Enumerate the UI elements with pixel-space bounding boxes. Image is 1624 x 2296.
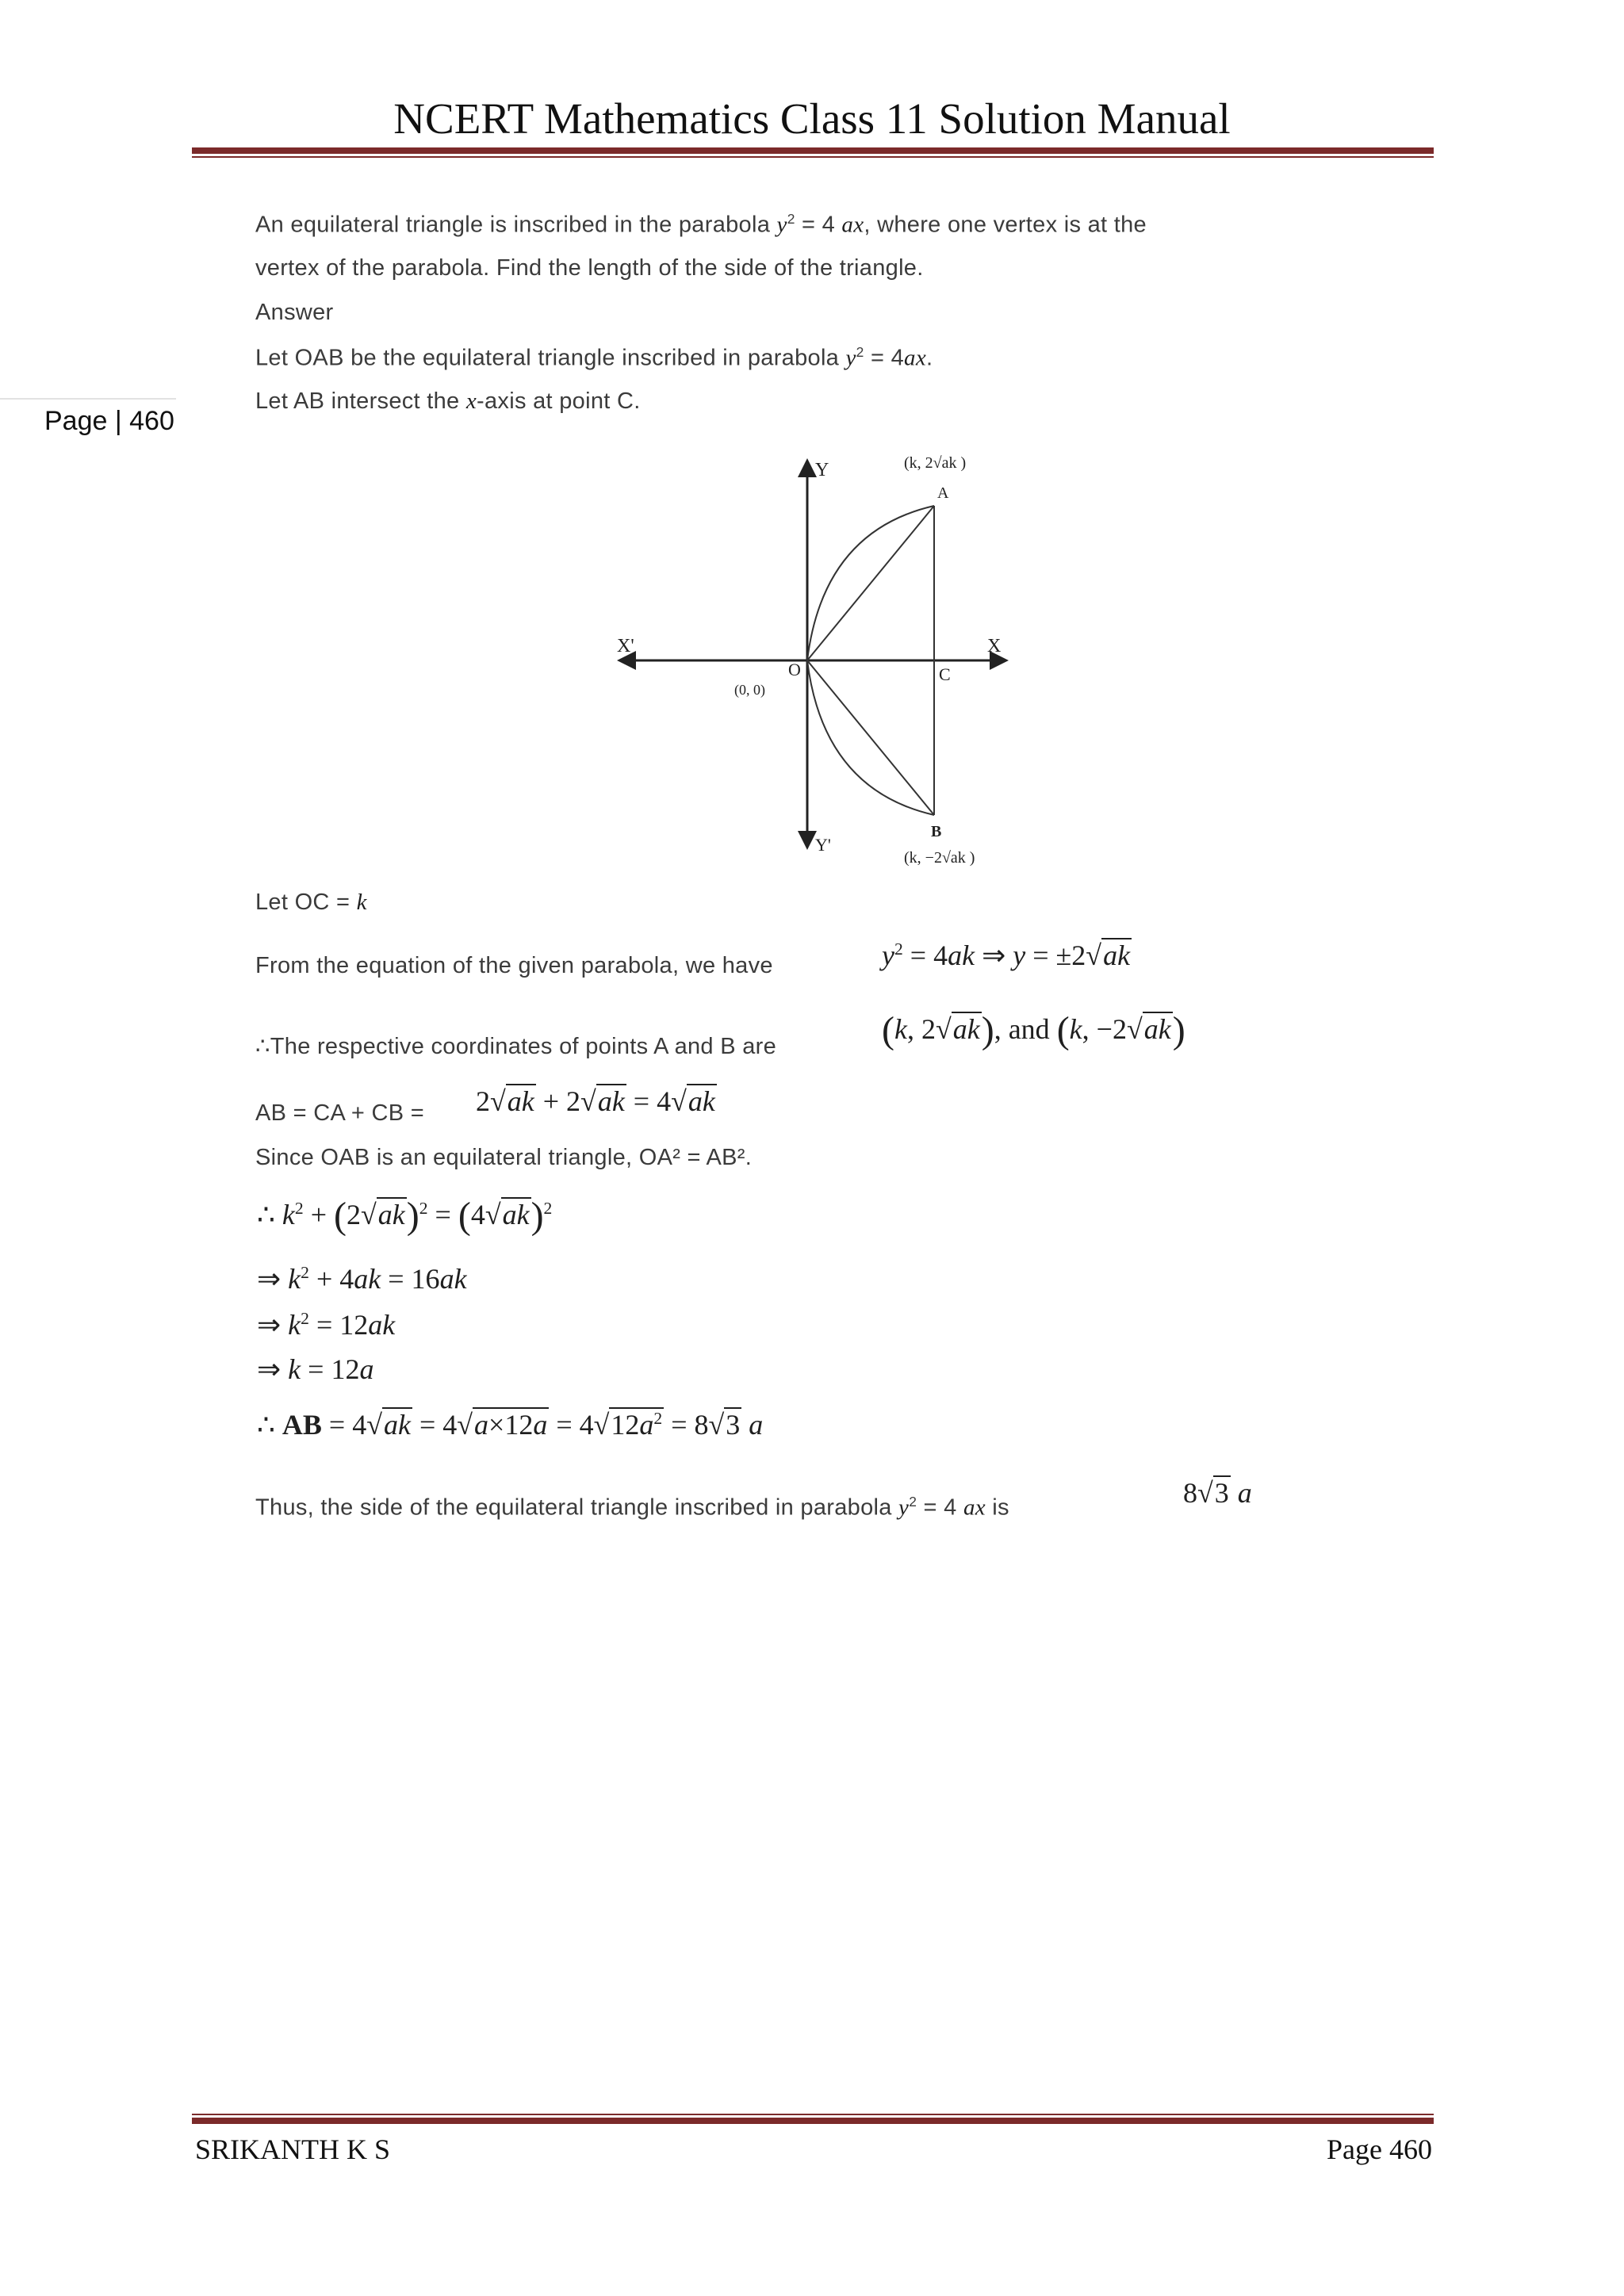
equation-step-4: ⇒ k = 12a (257, 1353, 374, 1385)
solution-line-ab-sum: AB = CA + CB = (255, 1100, 424, 1126)
equation-step-5: ∴ AB = $4√ak = 4√a\times 12a = 4√12a^2 = 8√3$ a (257, 1409, 764, 1441)
label-x-prime: X' (617, 636, 634, 656)
solution-line-coords: ∴The respective coordinates of points A and B are (255, 1034, 777, 1059)
solution-line-from-eq: From the equation of the given parabola, we have (255, 953, 773, 978)
equation-step-1: ∴ $k^2 + (2√ak)^2 = (4√ak)^2$ (257, 1195, 553, 1237)
triangle-side-ob (807, 660, 934, 815)
label-o: O (788, 660, 801, 679)
solution-line-let-oab: Let OAB be the equilateral triangle inscribed in parabola $y^2 = 4ax$. (255, 344, 933, 371)
parabola-triangle-diagram (611, 444, 1023, 888)
equation-coordinates: (k, 2√ak), and (k, −2√ak) (882, 1009, 1185, 1051)
label-b: B (931, 823, 942, 840)
question-line-2: vertex of the parabola. Find the length of the side of the triangle. (255, 255, 924, 281)
footer-page-number: Page 460 (1327, 2133, 1432, 2165)
side-divider (0, 398, 176, 400)
equation-step-2: ⇒ $k^2 + 4ak = 16ak$ (257, 1263, 467, 1295)
label-x: X (987, 636, 1002, 656)
equation-final-answer: 8√3 a (1183, 1477, 1252, 1509)
solution-line-let-ab: Let AB intersect the x-axis at point C. (255, 388, 641, 414)
side-page-number: Page | 460 (44, 406, 174, 436)
page-header-title: NCERT Mathematics Class 11 Solution Manual (393, 94, 1231, 143)
answer-label: Answer (255, 300, 334, 325)
label-y-prime: Y' (815, 835, 831, 855)
equation-step-3: ⇒ $k^2 = 12ak$ (257, 1309, 396, 1341)
label-origin: (0, 0) (734, 682, 765, 698)
solution-line-let-oc: Let OC = k (255, 890, 367, 915)
triangle-side-oa (807, 506, 934, 660)
question-line-1: An equilateral triangle is inscribed in the parabola $y^2 = 4$ ax, where one vertex is at the (255, 211, 1147, 238)
solution-line-since-oab: Since OAB is an equilateral triangle, OA² = AB². (255, 1145, 753, 1170)
label-b-coordinates: (k, −2√ak ) (904, 849, 975, 867)
equation-ab-sum: 2√ak + 2√ak = 4√ak (476, 1085, 715, 1117)
label-a-coordinates: (k, 2√ak ) (904, 454, 967, 472)
footer-author: SRIKANTH K S (195, 2133, 391, 2165)
header-rule (192, 147, 1434, 158)
solution-line-thus: Thus, the side of the equilateral triangle inscribed in parabola $y^2 = 4$ ax is (255, 1494, 1009, 1521)
label-c: C (939, 664, 951, 684)
equation-parabola-at-k: $y^2 = 4ak$ ⇒ y = ±2√ak (882, 939, 1131, 971)
label-y: Y (815, 460, 829, 480)
label-a: A (937, 484, 949, 502)
footer-rule (192, 2114, 1434, 2124)
